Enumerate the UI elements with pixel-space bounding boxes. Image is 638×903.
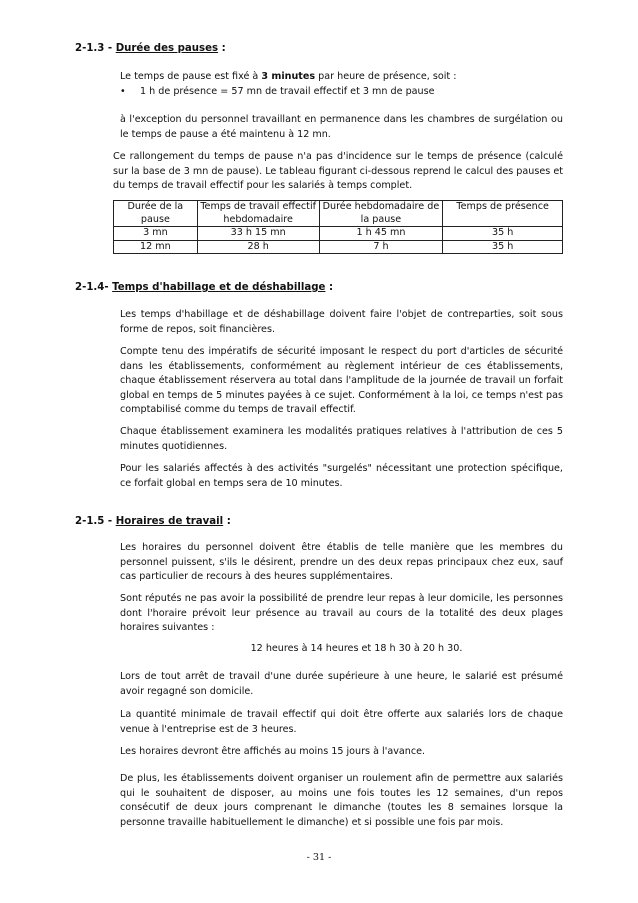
paragraph-modalities: Chaque établissement examinera les modalités pratiques relatives à l'attribution de ces 5 minutes quotidiennes. [120,426,563,452]
heading-2-1-5: 2-1.5 - Horaires de travail : [75,516,231,527]
paragraph-frozen-activities: Pour les salariés affectés à des activités "surgelés" nécessitant une protection spécifique, ce forfait global en temps sera de 10 minutes. [120,463,563,489]
paragraph-rotation: De plus, les établissements doivent organiser un roulement afin de permettre aux salariés qui le souhaitent de disposer, au moins une fois toutes les 12 semaines, d'un repos consécutif de deux jours comprenant le dimanche (toutes les 8 semaines lorsque la personne travaille habituellement le dimanche) et si possible une fois par mois. [120,773,563,828]
pause-table [113,200,563,254]
paragraph-minimum-work: La quantité minimale de travail effectif qui doit être offerte aux salariés lors de chaque venue à l'entreprise est de 3 heures. [120,709,563,735]
table-row [114,227,563,241]
bullet-item: • 1 h de présence = 57 mn de travail effectif et 3 mn de pause [120,85,435,100]
table-cell: 1 h 45 mn [319,227,443,241]
table-cell: 33 h 15 mn [197,227,319,241]
paragraph-schedule-posting: Les horaires devront être affichés au moins 15 jours à l'avance. [120,746,426,757]
heading-2-1-4-title: Temps d'habillage et de déshabillage [112,282,326,293]
hours-range: 12 heures à 14 heures et 18 h 30 à 20 h 30. [250,643,463,654]
page-number: - 31 - [306,852,332,863]
paragraph-pause-time: Le temps de pause est fixé à 3 minutes par heure de présence, soit : [120,71,457,82]
table-cell: 35 h [443,227,563,241]
heading-2-1-5-title: Horaires de travail [115,516,224,527]
table-header-row [114,201,563,227]
table-row [114,240,563,254]
table-cell: 12 mn [114,240,198,254]
table-cell: 7 h [319,240,443,254]
heading-2-1-4: 2-1.4- Temps d'habillage et de déshabillage : [75,282,334,293]
paragraph-safety-requirements: Compte tenu des impératifs de sécurité imposant le respect du port d'articles de sécurité dans les établissements, conformément au règlement intérieur de ces établissements, chaque établissement réservera au total dans l'amplitude de la journée de travail un forfait global en temps de 5 minutes payées à ce sujet. Conformément à la loi, ce temps n'est pas comptabilisé comme du temps de travail effectif. [120,346,563,415]
paragraph-meal-at-home: Sont réputés ne pas avoir la possibilité de prendre leur repas à leur domicile, les personnes dont l'horaire prévoit leur présence au travail au cours de la totalité des deux plages horaires suivantes : [120,593,563,633]
heading-2-1-3: 2-1.3 - Durée des pauses : [75,43,226,54]
table-header-cell: Durée hebdomadaire de la pause [319,201,443,227]
table-cell: 35 h [443,240,563,254]
paragraph-exception: à l'exception du personnel travaillant en permanence dans les chambres de surgélation ou le temps de pause a été maintenu à 12 mn. [120,114,563,140]
paragraph-extension: Ce rallongement du temps de pause n'a pas d'incidence sur le temps de présence (calculé sur la base de 3 mn de pause). Le tableau figurant ci-dessous reprend le calcul des pauses et du temps de travail effectif pour les salariés à temps complet. [113,151,563,191]
table-header-cell: Temps de présence [443,201,563,227]
table-header-cell: Temps de travail effectif hebdomadaire [197,201,319,227]
paragraph-dressing-compensation: Les temps d'habillage et de déshabillage doivent faire l'objet de contreparties, soit sous forme de repos, soit financières. [120,309,563,335]
paragraph-work-stoppage: Lors de tout arrêt de travail d'une durée supérieure à une heure, le salarié est présumé avoir regagné son domicile. [120,671,563,697]
table-cell: 3 mn [114,227,198,241]
paragraph-meal-schedules: Les horaires du personnel doivent être établis de telle manière que les membres du personnel puissent, s'ils le désirent, prendre un des deux repas principaux chez eux, sauf cas particulier de recours à des heures supplémentaires. [120,542,563,582]
table-header-cell: Durée de la pause [114,201,198,227]
table-cell: 28 h [197,240,319,254]
bullet-icon: • [120,86,126,97]
heading-2-1-3-title: Durée des pauses [115,43,219,54]
